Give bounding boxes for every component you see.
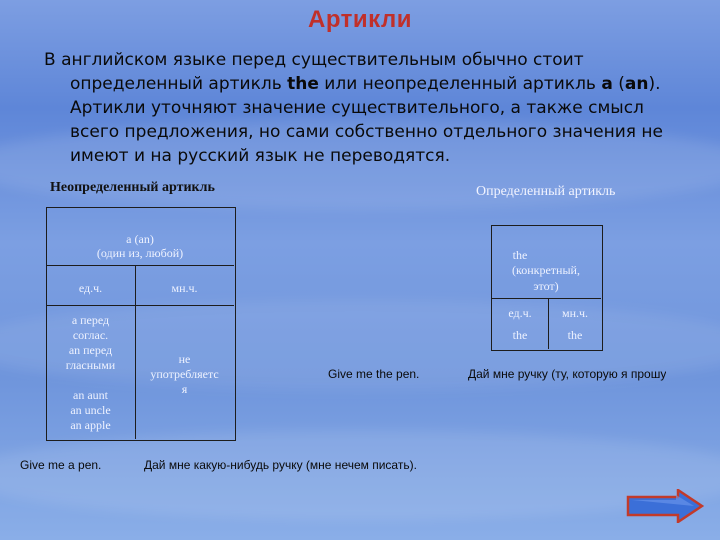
intro-line <box>44 72 704 96</box>
intro-paragraph <box>44 48 704 168</box>
intro-line: имеют и на русский язык не переводятся. <box>70 146 451 166</box>
rule-line: соглас. <box>72 328 109 342</box>
indefinite-plural-note <box>135 352 234 397</box>
intro-text: определенный артикль <box>70 74 288 94</box>
rule-line: гласными <box>65 358 116 372</box>
indefinite-header: Неопределенный артикль <box>50 180 215 195</box>
definite-col-plural: мн.ч. <box>561 306 589 320</box>
definite-header: Определенный артикль <box>476 184 616 199</box>
intro-text: ). <box>648 74 661 94</box>
indefinite-rule <box>46 313 135 373</box>
indefinite-sentence-en: Give me a pen. <box>20 458 102 472</box>
intro-an: an <box>624 74 649 94</box>
indefinite-box-subtitle: (один из, любой) <box>96 246 184 260</box>
intro-line: Артикли уточняют значение существительного, а также смысл <box>70 98 644 118</box>
indefinite-box-title: a (an) <box>126 232 154 246</box>
plural-note-line: не <box>178 352 191 366</box>
example-item: an aunt <box>73 388 108 402</box>
definite-box-subtitle: этот) <box>533 279 559 293</box>
definite-table-divider <box>491 298 601 299</box>
indefinite-col-singular: ед.ч. <box>78 281 103 295</box>
intro-a: a <box>601 74 613 94</box>
definite-box-title: the <box>512 248 528 262</box>
next-arrow-icon <box>626 489 704 523</box>
indefinite-col-plural: мн.ч. <box>171 281 198 295</box>
plural-note-line: я <box>181 382 188 396</box>
page-title: Артикли <box>308 6 412 33</box>
definite-plural-value: the <box>567 328 583 342</box>
next-slide-button[interactable] <box>626 489 704 523</box>
definite-col-singular: ед.ч. <box>508 306 532 320</box>
indefinite-examples <box>46 388 135 433</box>
example-item: an apple <box>70 418 111 432</box>
example-item: an uncle <box>70 403 111 417</box>
intro-text: или неопределенный артикль <box>318 74 602 94</box>
definite-box-subtitle: (конкретный, <box>512 263 580 277</box>
intro-line: всего предложения, но сами собственно отдельного значения не <box>70 122 663 142</box>
indefinite-table-divider <box>46 305 234 306</box>
indefinite-sentence-ru: Дай мне какую-нибудь ручку (мне нечем писать). <box>144 458 417 472</box>
background-wave <box>0 430 720 520</box>
rule-line: an перед <box>68 343 113 357</box>
rule-line: a перед <box>71 313 110 327</box>
intro-line: В английском языке перед существительным обычно стоит <box>44 50 584 70</box>
definite-singular-value: the <box>512 328 528 342</box>
definite-sentence-ru: Дай мне ручку (ту, которую я прошу <box>468 367 667 381</box>
intro-the: the <box>287 74 319 94</box>
intro-text: ( <box>612 74 625 94</box>
definite-sentence-en: Give me the pen. <box>328 367 420 381</box>
plural-note-line: употребляетс <box>150 367 219 381</box>
